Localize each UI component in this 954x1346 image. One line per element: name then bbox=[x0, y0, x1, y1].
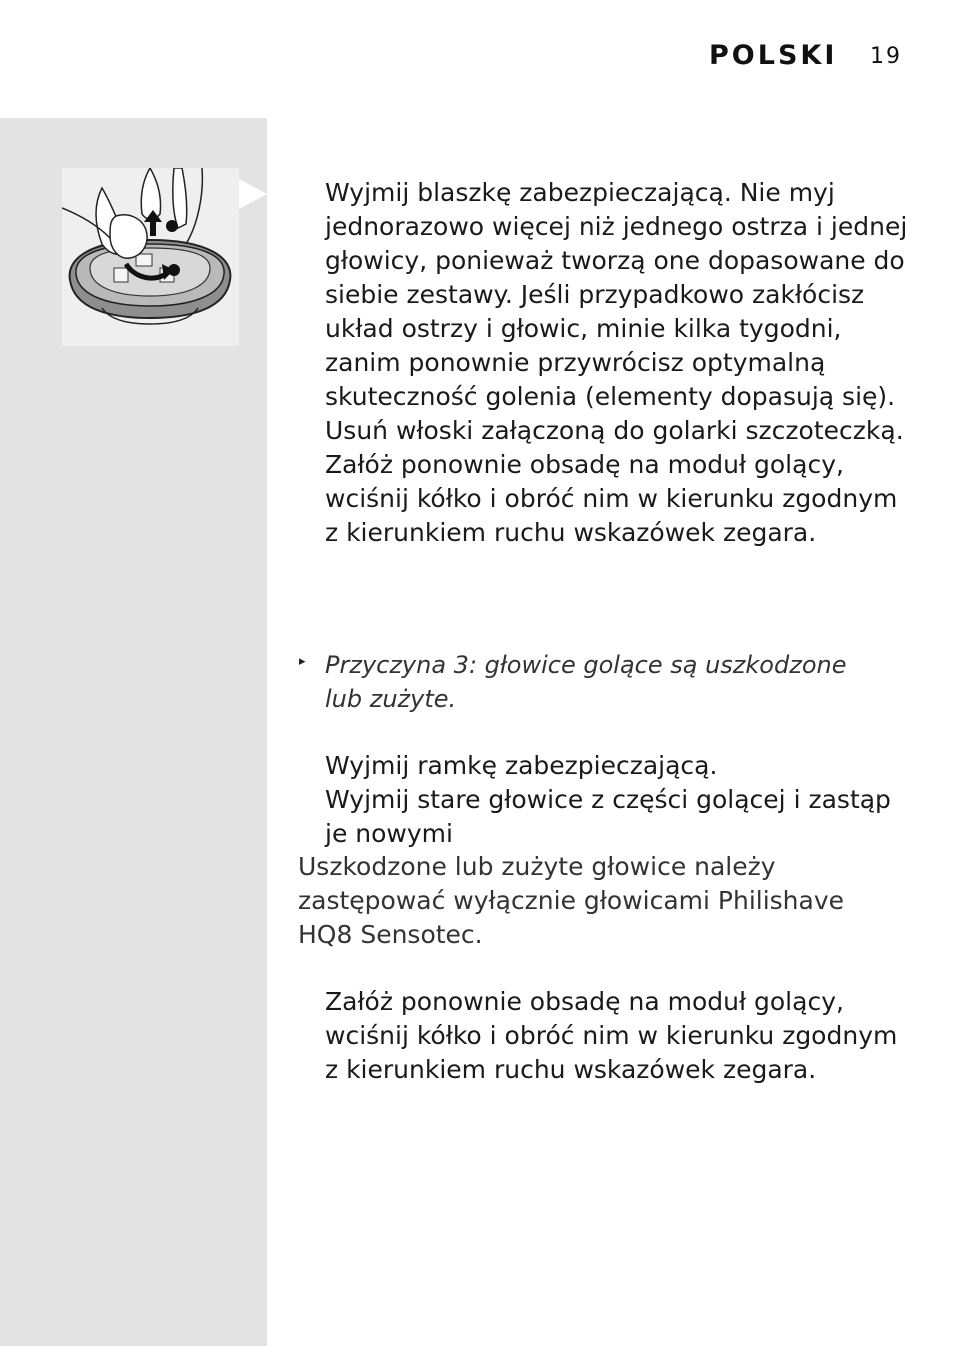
instruction-reinsert-holder: Załóż ponownie obsadę na moduł golący, wciśnij kółko i obróć nim w kierunku zgodnym z kierunkiem ruchu wskazówek zegara. bbox=[325, 450, 898, 547]
instruction-block-2 bbox=[325, 749, 915, 851]
bullet-arrow-icon: ▸ bbox=[299, 654, 306, 669]
instruction-reinsert-holder-final: Załóż ponownie obsadę na moduł golący, wciśnij kółko i obróć nim w kierunku zgodnym z kierunkiem ruchu wskazówek zegara. bbox=[325, 987, 898, 1084]
section-language-heading: POLSKI bbox=[709, 40, 838, 71]
instruction-clean-hairs: Usuń włoski załączoną do golarki szczoteczką. bbox=[325, 416, 904, 445]
instruction-replace-heads: Wyjmij stare głowice z części golącej i zastąp je nowymi bbox=[325, 785, 891, 848]
instruction-remove-shield: Wyjmij blaszkę zabezpieczającą. Nie myj jednorazowo więcej niż jednego ostrza i jednej głowicy, ponieważ tworzą one dopasowane do siebie zestawy. Jeśli przypadkowo zakłócisz układ ostrzy i głowic, minie kilka tygodni, zanim ponownie przywrócisz optymalną skuteczność golenia (elementy dopasują się). bbox=[325, 178, 908, 411]
cause-text: Przyczyna 3: głowice golące są uszkodzone lub zużyte. bbox=[325, 651, 847, 713]
instruction-block-3 bbox=[325, 985, 915, 1087]
instruction-remove-frame: Wyjmij ramkę zabezpieczającą. bbox=[325, 751, 718, 780]
replacement-note: Uszkodzone lub zużyte głowice należy zastępować wyłącznie głowicami Philishave HQ8 Sensotec. bbox=[298, 852, 845, 949]
instruction-block-1 bbox=[325, 176, 915, 550]
page-number: 19 bbox=[870, 44, 902, 69]
shaver-head-removal-illustration bbox=[62, 168, 239, 346]
callout-pointer bbox=[239, 179, 267, 209]
